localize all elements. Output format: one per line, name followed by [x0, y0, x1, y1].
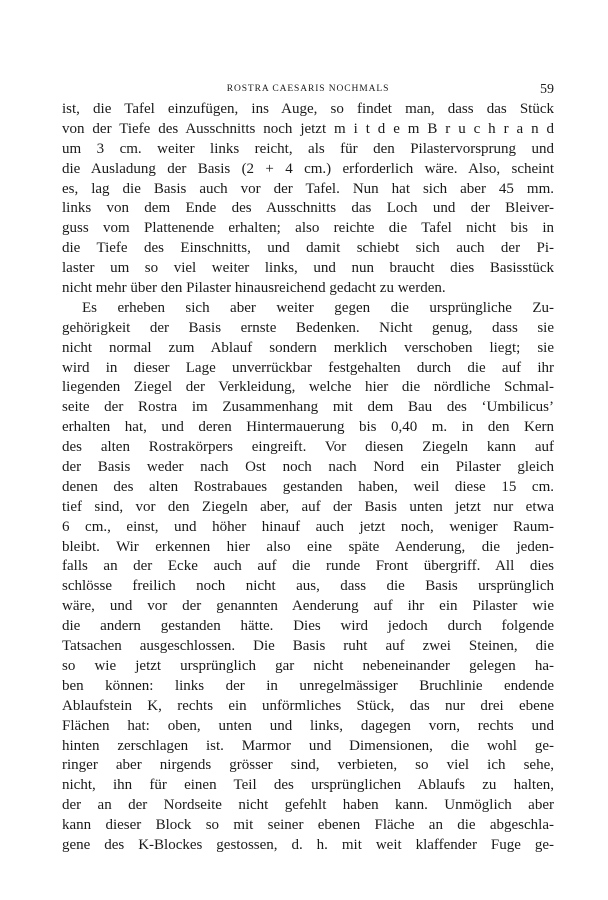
- text-line: des alten Rostrakörpers eingreift. Vor diesen Ziegeln kann auf: [62, 439, 554, 456]
- text-line: gehörigkeit der Basis ernste Bedenken. Nicht genug, dass sie: [62, 319, 554, 336]
- text-line: ringer aber nirgends grösser sind, verbieten, so viel ich sehe,: [62, 757, 554, 774]
- text-line: guss vom Plattenende erhalten; also reichte die Tafel nicht bis in: [62, 220, 554, 237]
- running-head: ROSTRA CAESARIS NOCHMALS: [226, 84, 390, 94]
- text-line: Ablaufstein K, rechts ein unförmliches Stück, das nur drei ebene: [62, 697, 554, 714]
- text-line: erhalten hat, und deren Hintermauerung bis 0,40 m. in den Kern: [62, 419, 554, 436]
- text-line: links von dem Ende des Ausschnitts das Loch und der Bleiver-: [62, 200, 554, 217]
- text-line: wäre, und vor der genannten Aenderung auf ihr ein Pilaster wie: [62, 598, 554, 615]
- text-line: tief sind, vor den Ziegeln aber, auf der Basis unten jetzt nur etwa: [62, 498, 554, 515]
- text-line: die andern gestanden hätte. Dies wird jedoch durch folgende: [62, 618, 554, 635]
- body-text: [62, 100, 554, 856]
- page-number: 59: [540, 82, 554, 97]
- text-line: Es erheben sich aber weiter gegen die ursprüngliche Zu-: [82, 299, 554, 316]
- text-line: um 3 cm. weiter links reicht, als für den Pilastervorsprung und: [62, 140, 554, 157]
- text-line: schlösse freilich noch nicht aus, dass die Basis ursprünglich: [62, 578, 554, 595]
- text-line: der an der Nordseite nicht gefehlt haben kann. Unmöglich aber: [62, 797, 554, 814]
- text-line: falls an der Ecke auch auf die runde Front übergriff. All dies: [62, 558, 554, 575]
- text-line: so wie jetzt ursprünglich gar nicht nebeneinander gelegen ha-: [62, 657, 554, 674]
- text-line: denen des alten Rostrabaues gestanden haben, weil diese 15 cm.: [62, 478, 554, 495]
- text-line: wird in dieser Lage unverrückbar festgehalten durch die auf ihr: [62, 359, 554, 376]
- text-line: Tatsachen ausgeschlossen. Die Basis ruht auf zwei Steinen, die: [62, 638, 554, 655]
- text-line: nicht mehr über den Pilaster hinausreichend gedacht zu werden.: [62, 280, 446, 297]
- text-line: kann dieser Block so mit seiner ebenen Fläche an die abgeschla-: [62, 817, 554, 834]
- text-line: Flächen hat: oben, unten und links, dagegen vorn, rechts und: [62, 717, 554, 734]
- text-line: ben können: links der in unregelmässiger Bruchlinie endende: [62, 677, 554, 694]
- text-line: die Ausladung der Basis (2 + 4 cm.) erforderlich wäre. Also, scheint: [62, 160, 554, 177]
- text-line: 6 cm., einst, und höher hinauf auch jetzt noch, weniger Raum-: [62, 518, 554, 535]
- text-line: ist, die Tafel einzufügen, ins Auge, so findet man, dass das Stück: [62, 101, 554, 117]
- text-line: laster um so viel weiter links, und nun braucht dies Basisstück: [62, 260, 554, 277]
- text-line: der Basis weder nach Ost noch nach Nord ein Pilaster gleich: [62, 459, 554, 476]
- text-line: hinten zerschlagen ist. Marmor und Dimensionen, die wohl ge-: [62, 737, 554, 754]
- text-line: es, lag die Basis auch vor der Tafel. Nun hat sich aber 45 mm.: [62, 180, 554, 197]
- text-line: die Tiefe des Einschnitts, und damit schiebt sich auch der Pi-: [62, 240, 554, 257]
- text-line: von der Tiefe des Ausschnitts noch jetzt m i t d e m B r u c h r a n d: [62, 120, 554, 137]
- text-line: nicht, ihn für einen Teil des ursprünglichen Ablaufs zu halten,: [62, 777, 554, 794]
- text-line: gene des K-Blockes gestossen, d. h. mit weit klaffender Fuge ge-: [62, 836, 554, 853]
- text-line: seite der Rostra im Zusammenhang mit dem Bau des ‘Umbilicus’: [62, 399, 554, 416]
- page-header: [62, 82, 554, 100]
- text-line: liegenden Ziegel der Verkleidung, welche hier die nördliche Schmal-: [62, 379, 554, 396]
- text-line: nicht normal zum Ablauf sondern merklich verschoben liegt; sie: [62, 339, 554, 356]
- text-line: bleibt. Wir erkennen hier also eine späte Aenderung, die jeden-: [62, 538, 554, 555]
